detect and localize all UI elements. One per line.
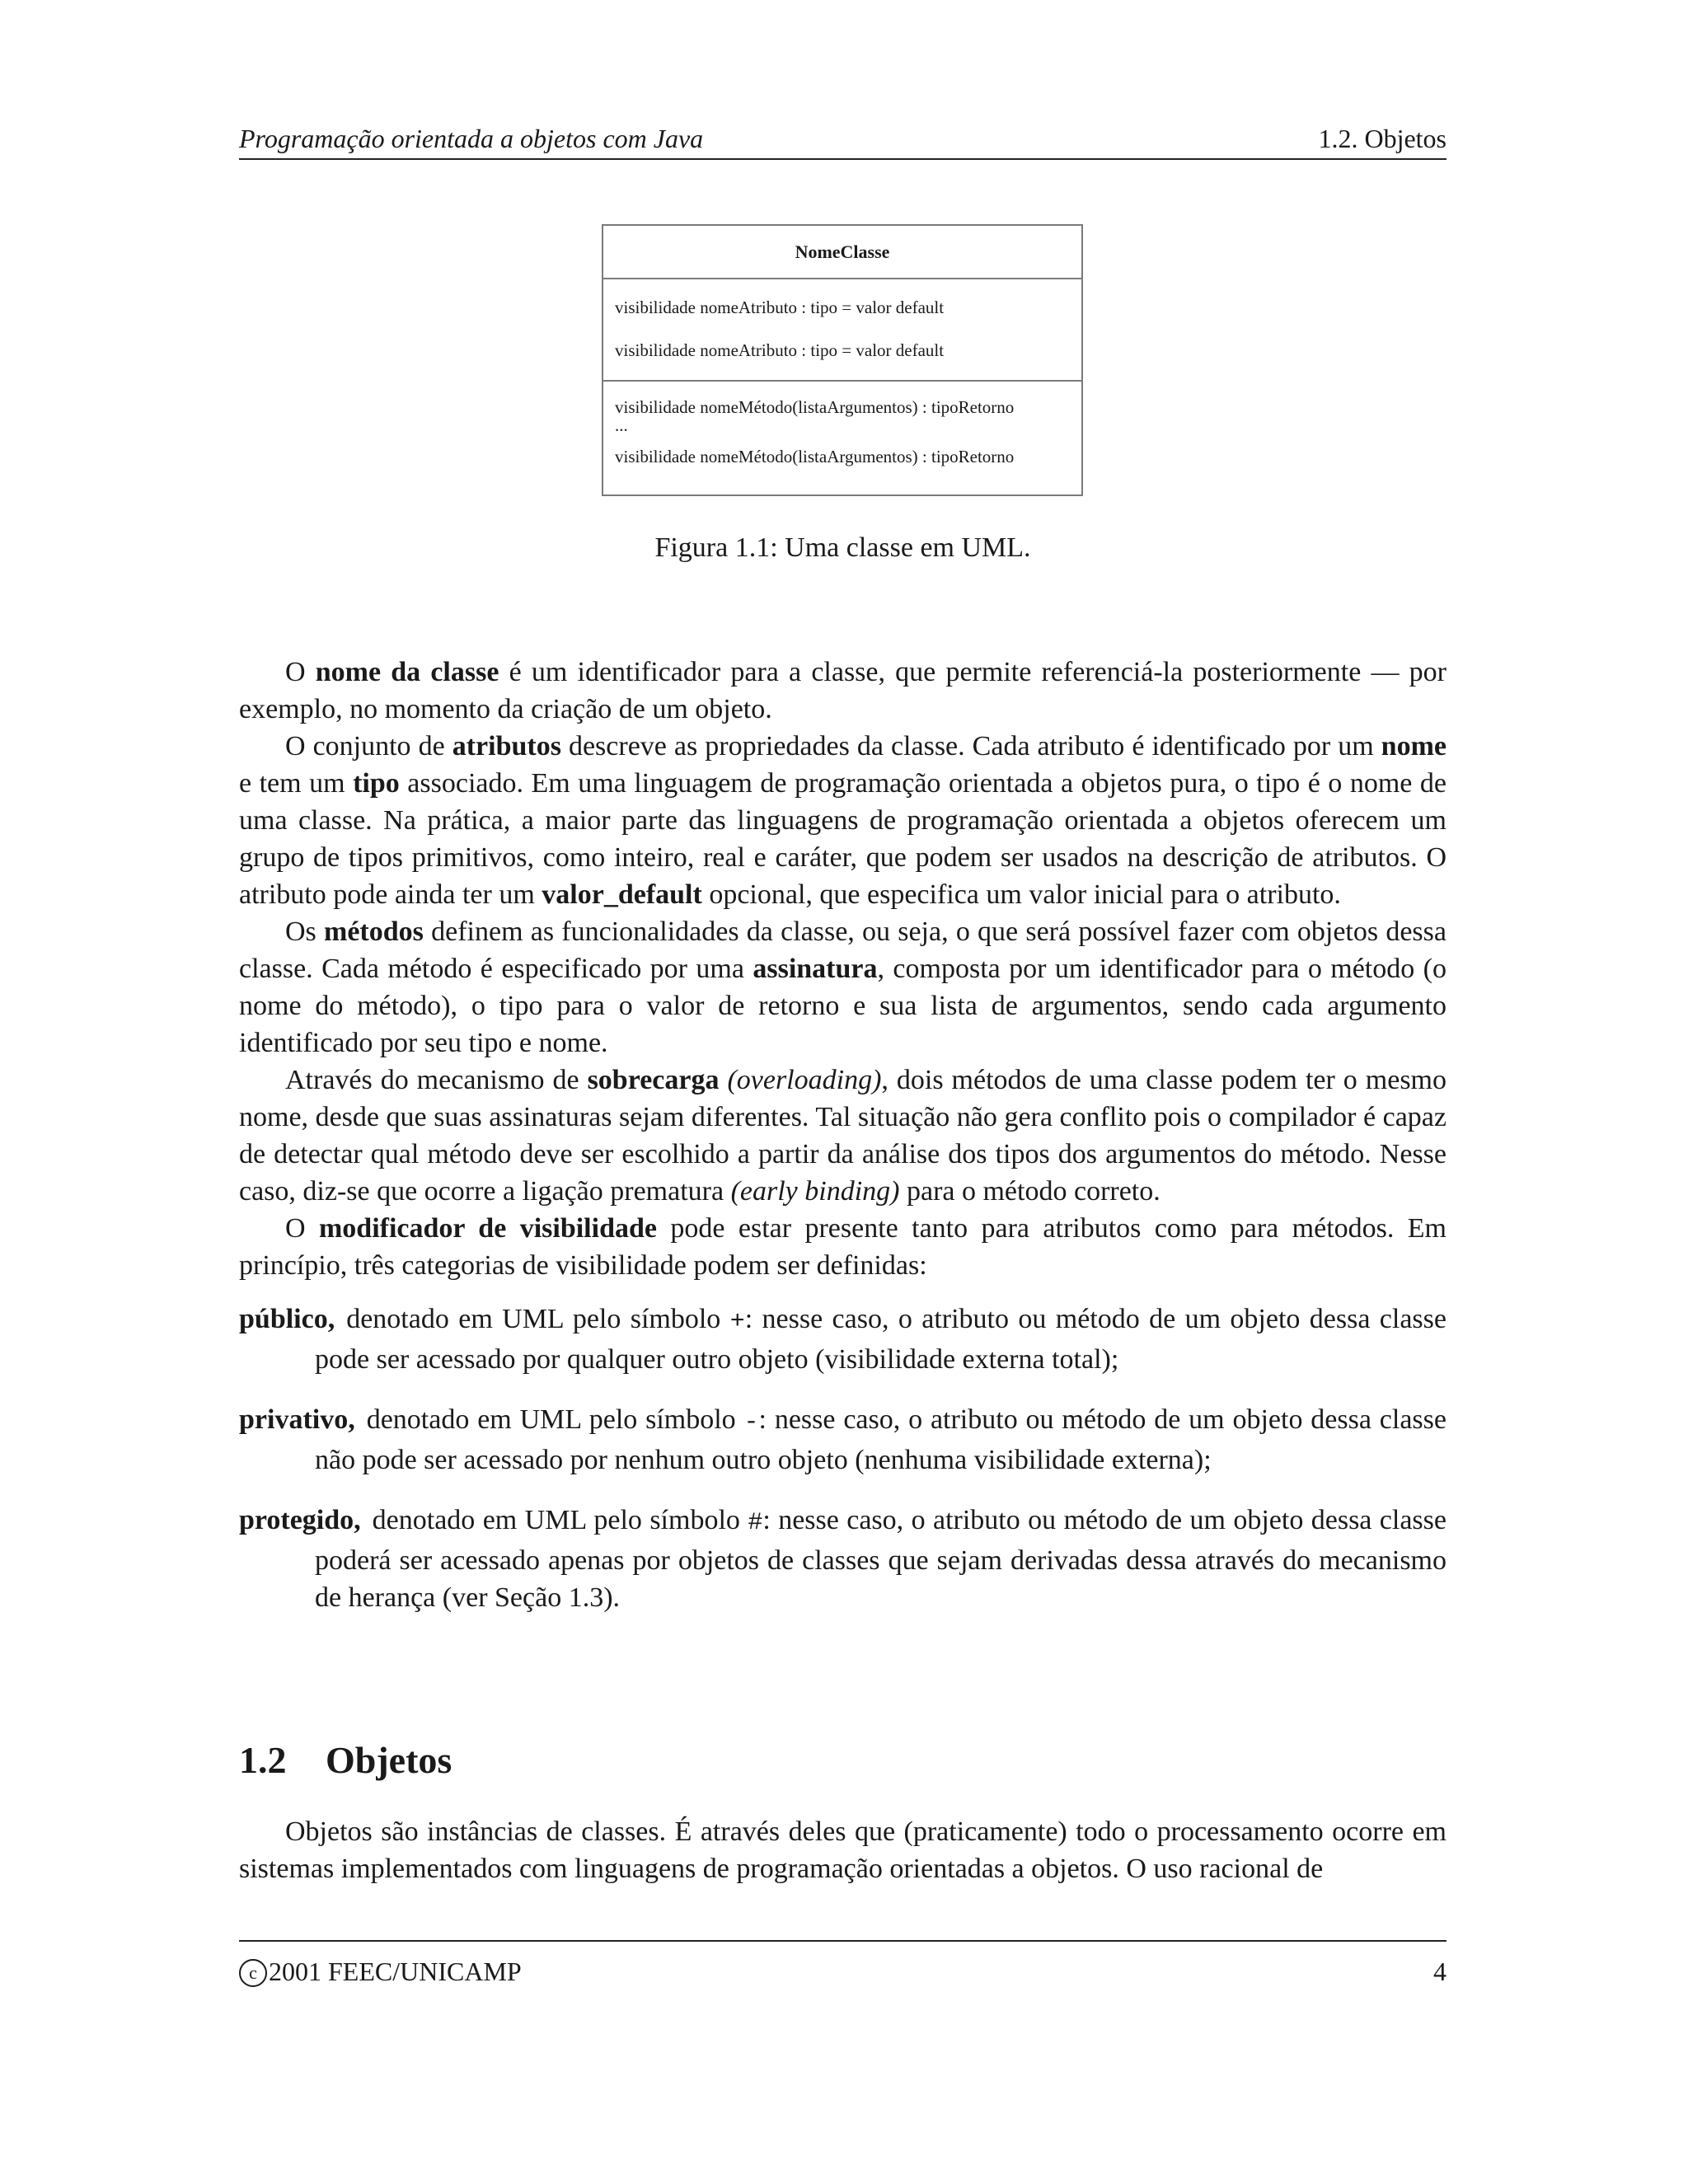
footer-publisher: 2001 FEEC/UNICAMP [269,1957,522,1986]
definition-text: : nesse caso, o atributo ou método de um objeto dessa classe poderá ser acessado apenas por objetos de classes que sejam derivadas dessa através do mecanismo de herança (ver Seção 1.3). [315,1505,1447,1613]
uml-attributes-compartment [603,279,1081,382]
text-run: , dois métodos de uma classe podem ter o mesmo nome, desde que suas assinaturas sejam diferentes. Tal situação não gera conflito pois o compilador é capaz de detectar qual método deve ser escolhido a partir da análise dos tipos dos argumentos do método. Nesse caso, diz-se que ocorre a ligação prematura [239,1065,1447,1207]
section-heading [239,1737,1447,1783]
definition-text: : nesse caso, o atributo ou método de um objeto dessa classe não pode ser acessado por nenhum outro objeto (nenhuma visibilidade externa); [315,1404,1447,1475]
definition-public [239,1301,1447,1378]
definition-text: denotado em UML pelo símbolo [366,1404,744,1435]
uml-class-diagram [602,224,1083,496]
bold-term: nome da classe [315,657,499,687]
text-run: Através do mecanismo de [285,1065,588,1095]
definition-protected [239,1502,1447,1616]
running-header [239,122,1447,155]
text-run: O [285,657,316,687]
bold-term: tipo [353,768,400,799]
section-title: Objetos [326,1739,452,1781]
text-run: para o método correto. [899,1176,1160,1207]
paragraph-class-name [239,654,1447,728]
text-run: e tem um [239,768,354,799]
text-run: pode estar presente tanto para atributos como para métodos. Em princípio, três categorias de visibilidade podem ser definidas: [239,1213,1447,1281]
definition-term: privativo, [239,1404,355,1435]
italic-term: (early binding) [730,1176,900,1207]
paragraph-visibility [239,1210,1447,1284]
text-run: Os [285,916,325,947]
footer-copyright [239,1955,522,1988]
uml-symbol: # [748,1509,763,1537]
text-run: O [285,1213,319,1244]
bold-term: nome [1381,731,1447,762]
bold-term: métodos [324,916,424,947]
definition-private [239,1401,1447,1479]
uml-attribute: visibilidade nomeAtributo : tipo = valor default [615,298,945,317]
text-run: O conjunto de [285,731,452,762]
bold-term: atributos [452,731,561,762]
body-text [239,654,1447,1639]
paragraph-objects: Objetos são instâncias de classes. É através deles que (praticamente) todo o processamento ocorre em sistemas implementados com linguagens de programação orientadas a objetos. O uso racional de [239,1816,1447,1884]
page-number: 4 [1433,1957,1447,1986]
uml-attribute: visibilidade nomeAtributo : tipo = valor default [615,340,945,360]
italic-term: (overloading) [719,1065,882,1095]
definition-text: denotado em UML pelo símbolo [346,1304,730,1334]
uml-symbol: - [743,1408,759,1436]
text-run: definem as funcionalidades da classe, ou seja, o que será possível fazer com objetos dessa classe. Cada método é especificado por uma [239,916,1447,984]
header-section: 1.2. Objetos [1318,124,1447,153]
page-footer [239,1955,1447,1988]
bold-term: valor_default [542,879,702,910]
text-run: , composta por um identificador para o método (o nome do método), o tipo para o valor de retorno e sua lista de argumentos, sendo cada argumento identificado por seu tipo e nome. [239,954,1447,1058]
paragraph-attributes [239,728,1447,913]
uml-operation-ellipsis: ... [615,415,628,435]
bold-term: sobrecarga [587,1065,720,1095]
figure-caption: Figura 1.1: Uma classe em UML. [654,532,1031,563]
uml-operations-compartment [603,382,1081,469]
definition-term: protegido, [239,1505,361,1535]
paragraph-overloading [239,1062,1447,1210]
uml-class-name: NomeClasse [603,226,1081,279]
paragraph-methods [239,913,1447,1062]
uml-symbol: + [729,1308,745,1336]
visibility-definition-list [239,1301,1447,1616]
header-title: Programação orientada a objetos com Java [239,124,704,153]
definition-text: denotado em UML pelo símbolo [372,1505,748,1535]
uml-operation: visibilidade nomeMétodo(listaArgumentos) : tipoRetorno [615,397,1015,417]
section-number: 1.2 [239,1739,287,1781]
text-run: associado. Em uma linguagem de programação orientada a objetos pura, o tipo é o nome de uma classe. Na prática, a maior parte das linguagens de programação orientada a objetos oferecem um grupo de tipos primitivos, como inteiro, real e caráter, que podem ser usados na descrição de atributos. O atributo pode ainda ter um [239,768,1447,910]
definition-text: : nesse caso, o atributo ou método de um objeto dessa classe pode ser acessado por qualquer outro objeto (visibilidade externa total); [315,1304,1447,1375]
uml-operation: visibilidade nomeMétodo(listaArgumentos) : tipoRetorno [615,447,1015,466]
text-run: descreve as propriedades da classe. Cada atributo é identificado por um [560,731,1381,762]
text-run: é um identificador para a classe, que permite referenciá-la posteriormente — por exemplo, no momento da criação de um objeto. [239,657,1447,724]
section-body [239,1813,1447,1887]
bold-term: modificador de visibilidade [318,1213,657,1244]
footer-rule [239,1940,1447,1942]
text-run: opcional, que especifica um valor inicial para o atributo. [701,879,1341,910]
bold-term: assinatura [753,954,878,984]
copyright-icon: c [239,1959,267,1987]
header-rule [239,158,1447,160]
definition-term: público, [239,1304,335,1334]
